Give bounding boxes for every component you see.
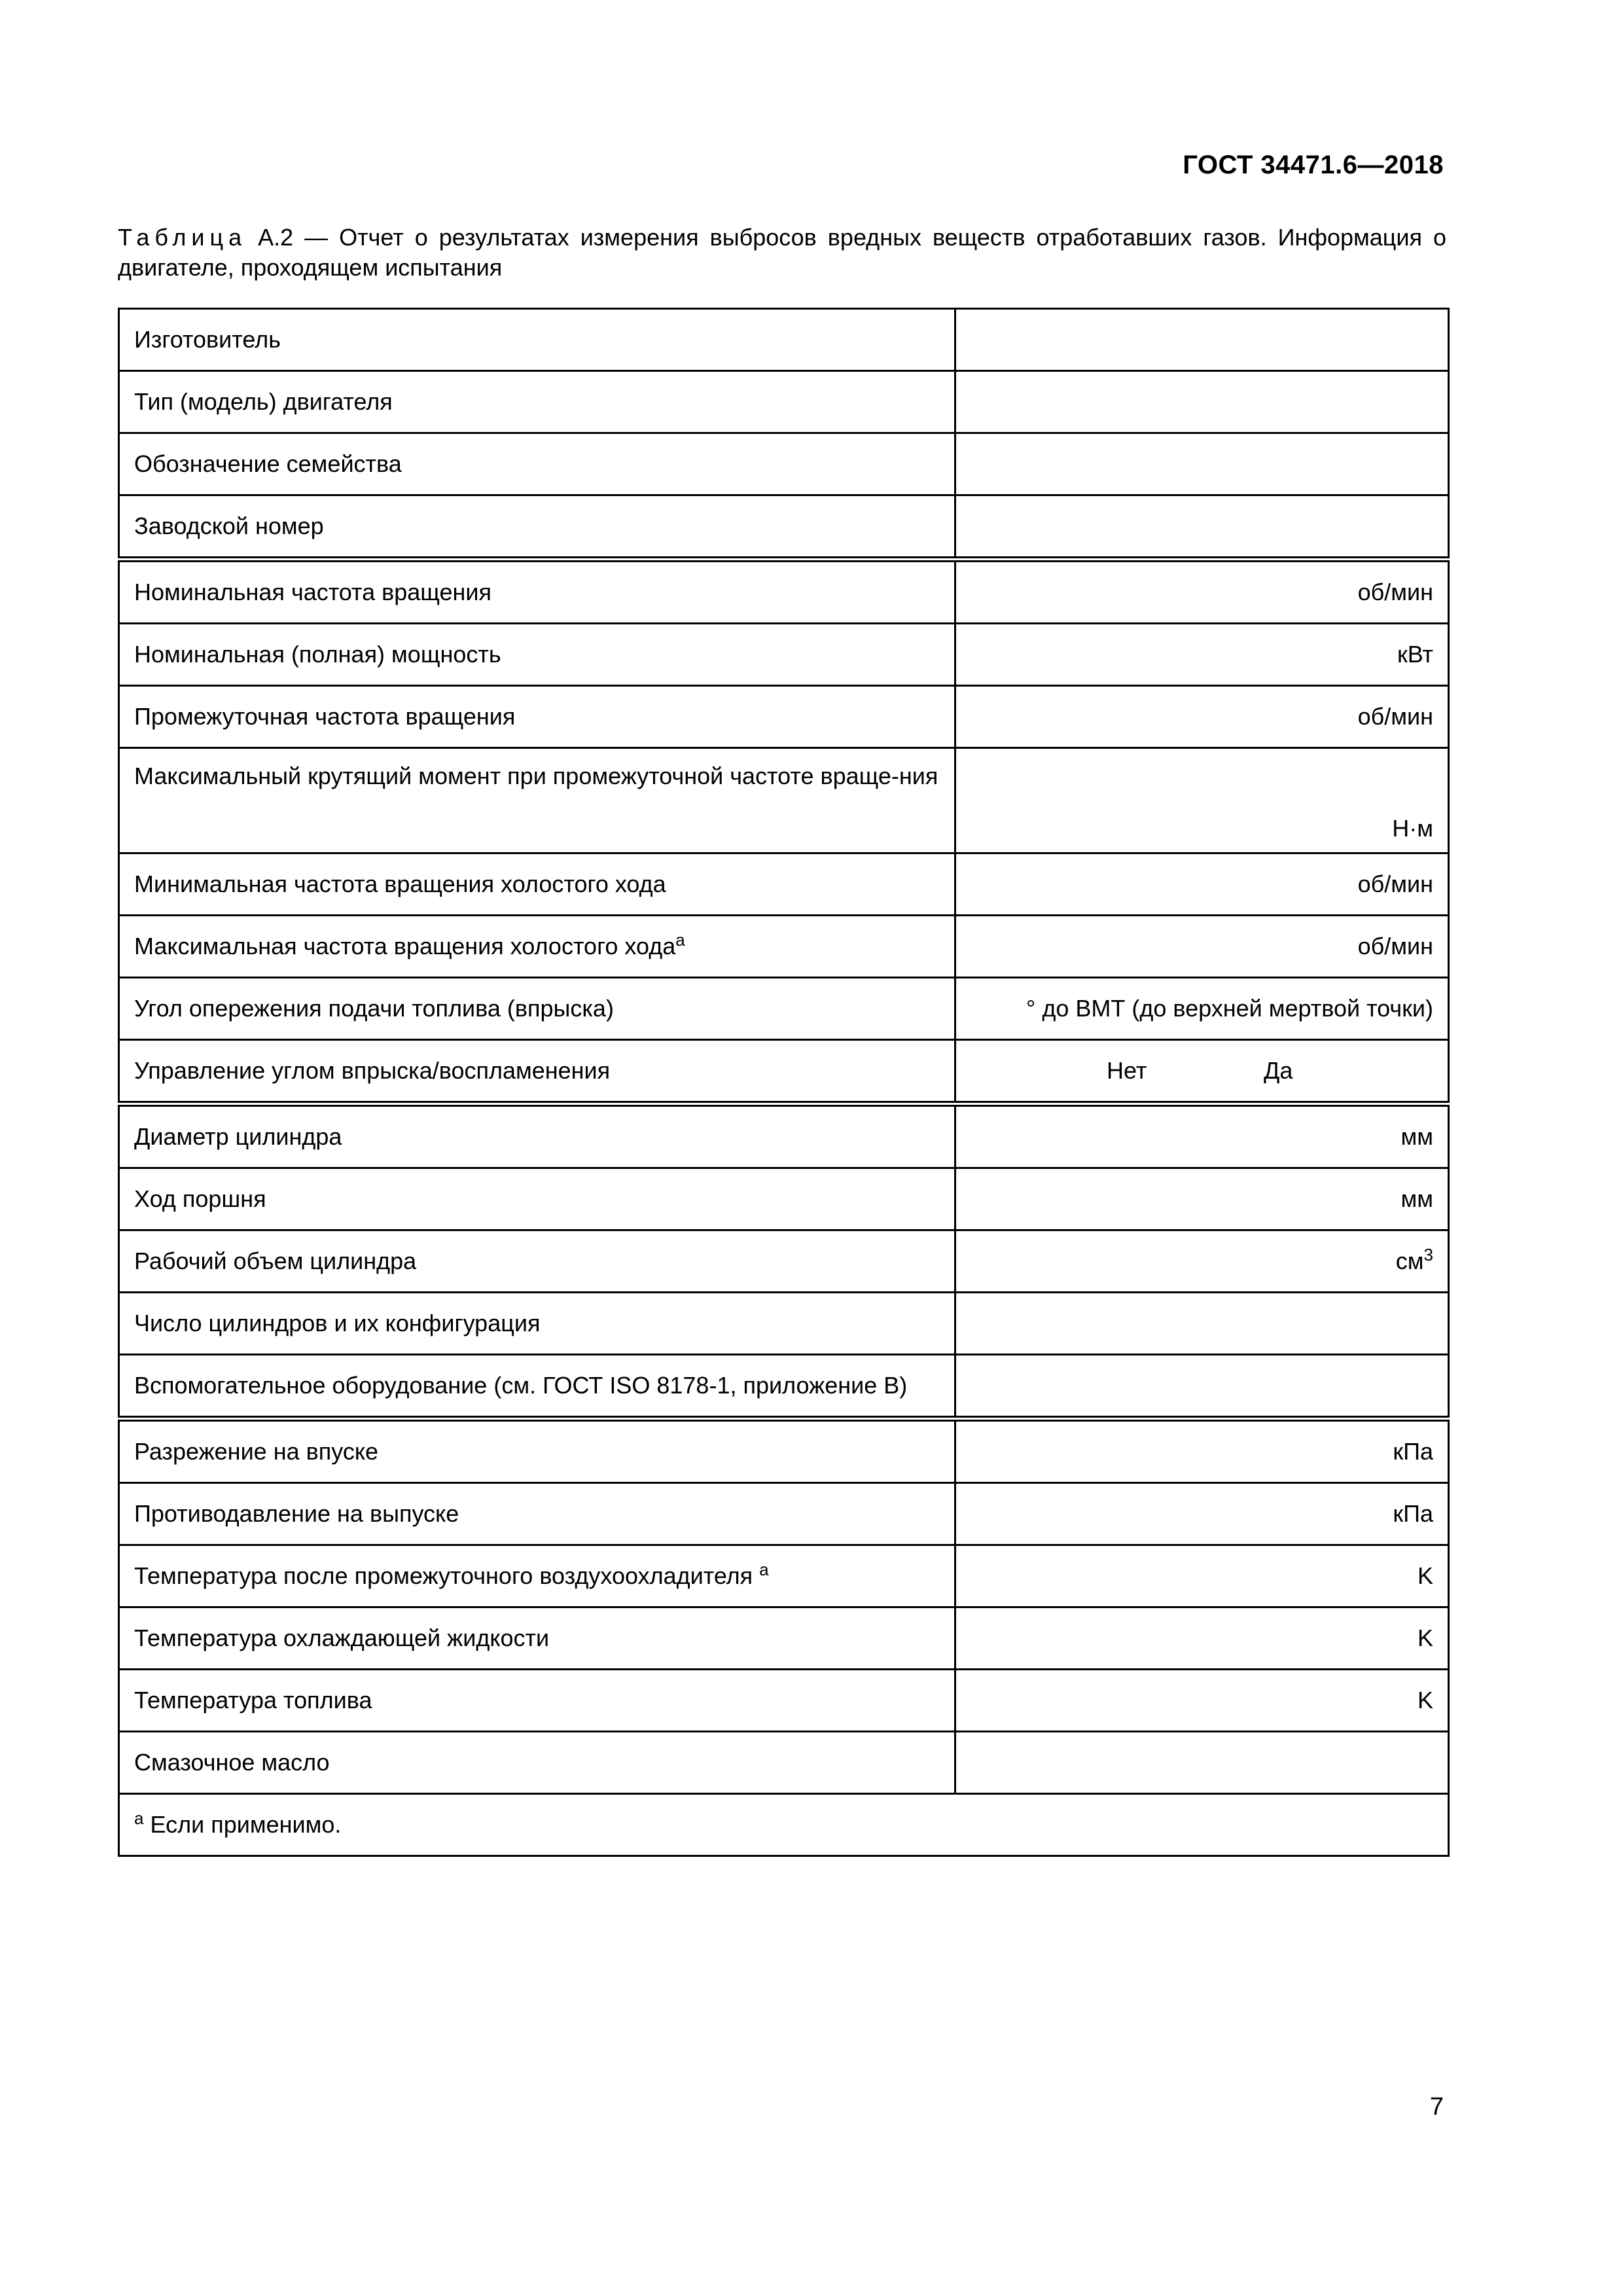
table-caption-label: Таблица: [118, 224, 247, 251]
table-row: [119, 624, 1449, 686]
row-label: Угол опережения подачи топлива (впрыска): [119, 978, 955, 1040]
footnote-marker: a: [675, 930, 685, 950]
row-label: [119, 916, 955, 978]
row-unit: об/мин: [955, 853, 1449, 916]
row-value-cell: [955, 1732, 1449, 1794]
row-value-cell: [955, 433, 1449, 495]
row-value-cell: [955, 371, 1449, 433]
row-label: Рабочий объем цилиндра: [119, 1230, 955, 1293]
row-unit: K: [955, 1670, 1449, 1732]
row-unit: K: [955, 1607, 1449, 1670]
unit-text: см: [1395, 1247, 1424, 1274]
engine-info-table: [118, 308, 1450, 1857]
table-row: [119, 748, 1449, 853]
row-label: Управление углом впрыска/воспламенения: [119, 1040, 955, 1104]
table-row: [119, 309, 1449, 371]
row-label: Противодавление на выпуске: [119, 1483, 955, 1545]
row-unit: мм: [955, 1104, 1449, 1168]
option-no: Нет: [1107, 1057, 1147, 1084]
table-row: [119, 1230, 1449, 1293]
row-label: Тип (модель) двигателя: [119, 371, 955, 433]
table-row: [119, 1355, 1449, 1419]
row-unit: кПа: [955, 1419, 1449, 1483]
row-label: Изготовитель: [119, 309, 955, 371]
row-label: Обозначение семейства: [119, 433, 955, 495]
table-row: [119, 686, 1449, 748]
table-caption-text: А.2 — Отчет о результатах измерения выбросов вредных веществ отработавших газов. Информация о двигателе, проходящем испытания: [118, 224, 1446, 281]
row-label: [119, 1545, 955, 1607]
table-row: [119, 1293, 1449, 1355]
row-label: Номинальная (полная) мощность: [119, 624, 955, 686]
row-label-text: Максимальная частота вращения холостого хода: [134, 933, 676, 960]
table-caption: [118, 223, 1446, 283]
table-footnote: [119, 1794, 1449, 1856]
row-label: Заводской номер: [119, 495, 955, 560]
row-unit: об/мин: [955, 916, 1449, 978]
table-row: [119, 495, 1449, 560]
row-unit: K: [955, 1545, 1449, 1607]
table-row: [119, 371, 1449, 433]
table-row: [119, 1168, 1449, 1230]
table-row: [119, 1670, 1449, 1732]
yes-no-options: [955, 1040, 1449, 1104]
row-unit: об/мин: [955, 686, 1449, 748]
table-row: [119, 1732, 1449, 1794]
row-label: Номинальная частота вращения: [119, 560, 955, 624]
table-row: [119, 1040, 1449, 1104]
row-unit: Н·м: [955, 748, 1449, 853]
row-unit: мм: [955, 1168, 1449, 1230]
table-row: [119, 1607, 1449, 1670]
row-label-text: Температура после промежуточного воздухоохладителя: [134, 1562, 760, 1589]
row-label: [119, 748, 955, 853]
row-value-cell: [955, 1293, 1449, 1355]
row-unit: об/мин: [955, 560, 1449, 624]
row-unit: кПа: [955, 1483, 1449, 1545]
table-footnote-row: [119, 1794, 1449, 1856]
row-label: Температура охлаждающей жидкости: [119, 1607, 955, 1670]
row-label: Диаметр цилиндра: [119, 1104, 955, 1168]
row-label: Вспомогательное оборудование (см. ГОСТ ISO 8178-1, приложение В): [119, 1355, 955, 1419]
row-label: Температура топлива: [119, 1670, 955, 1732]
row-label: Ход поршня: [119, 1168, 955, 1230]
table-row: [119, 978, 1449, 1040]
table-row: [119, 1419, 1449, 1483]
row-unit: [955, 1230, 1449, 1293]
footnote-marker: a: [759, 1560, 769, 1579]
row-label: Промежуточная частота вращения: [119, 686, 955, 748]
table-row: [119, 1483, 1449, 1545]
footnote-mark: a: [134, 1808, 144, 1828]
table-row: [119, 1545, 1449, 1607]
row-label: Минимальная частота вращения холостого хода: [119, 853, 955, 916]
row-label: Разрежение на впуске: [119, 1419, 955, 1483]
table-row: [119, 1104, 1449, 1168]
page-number: 7: [1429, 2093, 1444, 2121]
row-value-cell: [955, 495, 1449, 560]
row-unit: ° до ВМТ (до верхней мертвой точки): [955, 978, 1449, 1040]
table-row: [119, 433, 1449, 495]
row-label-text: Максимальный крутящий момент при промежуточной частоте враще-ния: [134, 762, 938, 789]
row-label: Смазочное масло: [119, 1732, 955, 1794]
row-label: Число цилиндров и их конфигурация: [119, 1293, 955, 1355]
row-value-cell: [955, 1355, 1449, 1419]
table-row: [119, 853, 1449, 916]
table-row: [119, 560, 1449, 624]
option-yes: Да: [1264, 1057, 1293, 1084]
document-standard-code: ГОСТ 34471.6—2018: [1183, 151, 1444, 179]
unit-superscript: 3: [1423, 1245, 1433, 1265]
table-row: [119, 916, 1449, 978]
row-unit: кВт: [955, 624, 1449, 686]
footnote-text: Если применимо.: [143, 1811, 342, 1838]
row-value-cell: [955, 309, 1449, 371]
